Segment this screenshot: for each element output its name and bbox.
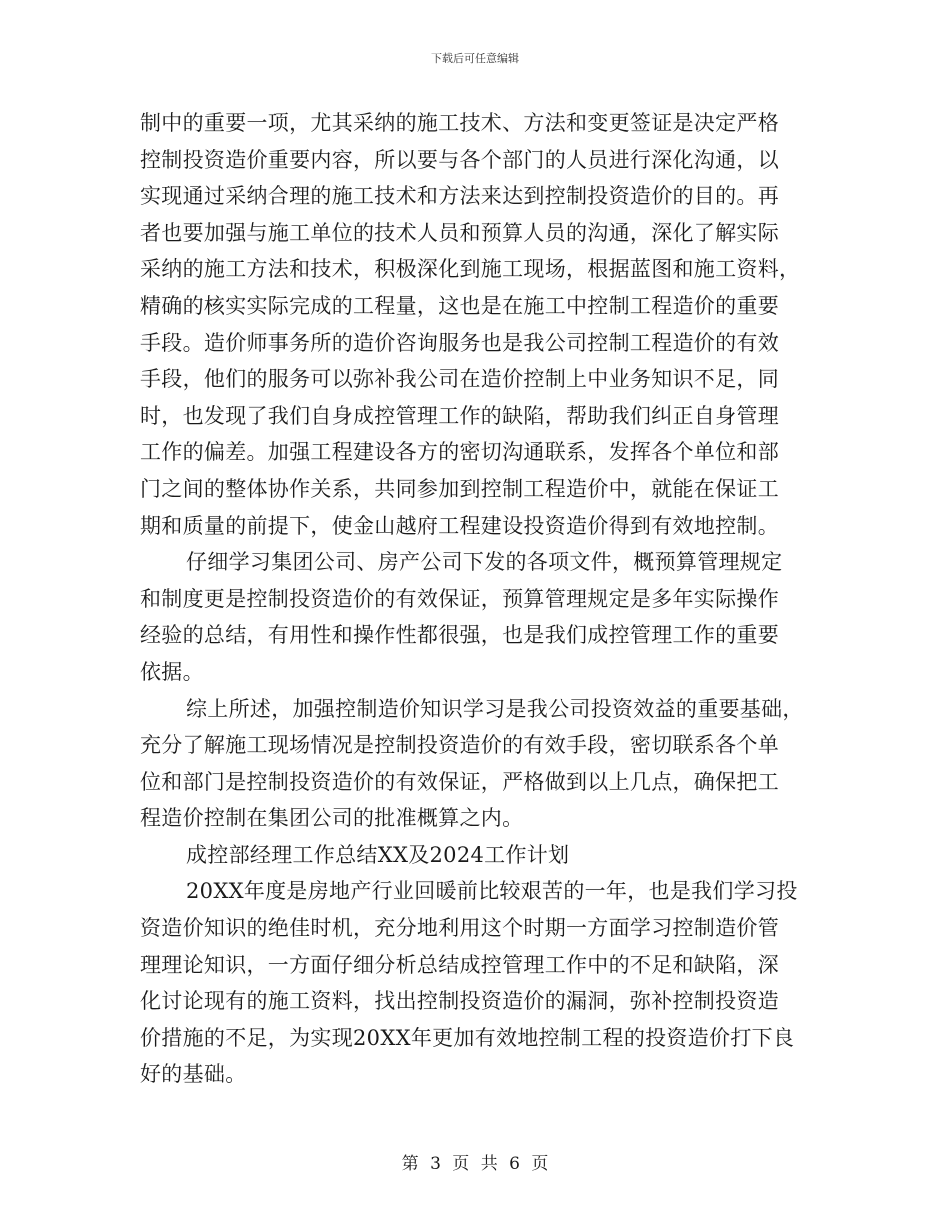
text-line: 实现通过采纳合理的施工技术和方法来达到控制投资造价的目的。再 bbox=[140, 184, 779, 209]
text-line: 期和质量的前提下，使金山越府工程建设投资造价得到有效地控制。 bbox=[140, 513, 779, 538]
text-line: 手段。造价师事务所的造价咨询服务也是我公司控制工程造价的有效 bbox=[140, 330, 779, 355]
text-line: 工作的偏差。加强工程建设各方的密切沟通联系，发挥各个单位和部 bbox=[140, 440, 779, 465]
text-line: 程造价控制在集团公司的批准概算之内。 bbox=[140, 806, 524, 831]
text-line: 化讨论现有的施工资料，找出控制投资造价的漏洞，弥补控制投资造 bbox=[140, 989, 779, 1014]
text-line: 理理论知识，一方面仔细分析总结成控管理工作中的不足和缺陷，深 bbox=[140, 952, 779, 977]
text-line: 20XX年度是房地产行业回暖前比较艰苦的一年，也是我们学习投 bbox=[186, 879, 798, 904]
text-line: 经验的总结，有用性和操作性都很强，也是我们成控管理工作的重要 bbox=[140, 623, 779, 648]
text-line: 好的基础。 bbox=[140, 1062, 247, 1087]
text-line: 和制度更是控制投资造价的有效保证，预算管理规定是多年实际操作 bbox=[140, 586, 779, 611]
text-line: 综上所述，加强控制造价知识学习是我公司投资效益的重要基础， bbox=[186, 696, 804, 721]
text-line: 成控部经理工作总结XX及2024工作计划 bbox=[186, 842, 570, 867]
text-line: 资造价知识的绝佳时机，充分地利用这个时期一方面学习控制造价管 bbox=[140, 916, 779, 941]
text-line: 精确的核实实际完成的工程量，这也是在施工中控制工程造价的重要 bbox=[140, 293, 779, 318]
text-line: 制中的重要一项，尤其采纳的施工技术、方法和变更签证是决定严格 bbox=[140, 111, 779, 135]
text-line: 采纳的施工方法和技术，积极深化到施工现场，根据蓝图和施工资料， bbox=[140, 257, 801, 282]
page-header: 下载后可任意编辑 bbox=[431, 52, 519, 65]
text-line: 位和部门是控制投资造价的有效保证，严格做到以上几点，确保把工 bbox=[140, 769, 779, 794]
text-line: 充分了解施工现场情况是控制投资造价的有效手段，密切联系各个单 bbox=[140, 733, 779, 758]
text-line: 仔细学习集团公司、房产公司下发的各项文件，概预算管理规定 bbox=[186, 550, 783, 575]
text-line: 手段，他们的服务可以弥补我公司在造价控制上中业务知识不足，同 bbox=[140, 367, 779, 392]
text-line: 控制投资造价重要内容，所以要与各个部门的人员进行深化沟通，以 bbox=[140, 147, 779, 172]
text-line: 依据。 bbox=[140, 659, 204, 684]
text-line: 价措施的不足，为实现20XX年更加有效地控制工程的投资造价打下良 bbox=[140, 1025, 795, 1050]
document-body bbox=[140, 105, 804, 1093]
text-line: 者也要加强与施工单位的技术人员和预算人员的沟通，深化了解实际 bbox=[140, 220, 779, 245]
text-line: 时，也发现了我们自身成控管理工作的缺陷，帮助我们纠正自身管理 bbox=[140, 403, 779, 428]
text-line: 门之间的整体协作关系，共同参加到控制工程造价中，就能在保证工 bbox=[140, 476, 779, 501]
page-footer: 第 3 页 共 6 页 bbox=[401, 1154, 549, 1174]
